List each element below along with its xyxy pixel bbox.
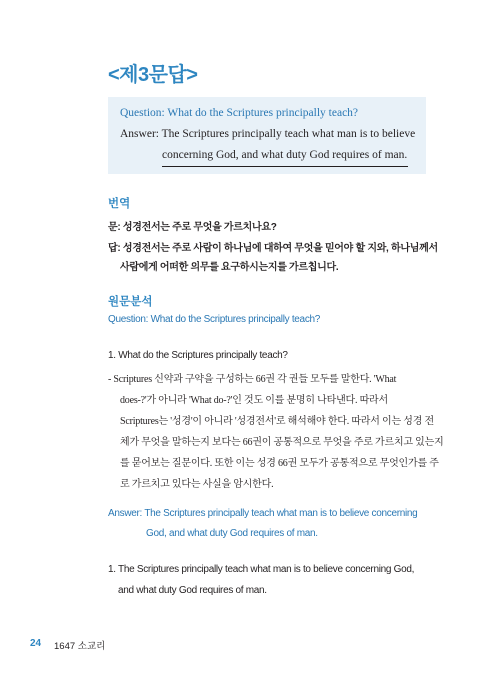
section-heading: <제3문답> bbox=[108, 64, 198, 86]
translation-title: 번역 bbox=[108, 198, 131, 210]
page-number: 24 bbox=[30, 638, 42, 649]
paragraph-line: 체가 무엇을 말하는지 보다는 66권이 공통적으로 무엇을 주로 가르치고 있는지 bbox=[120, 437, 444, 448]
paragraph-line: does-?'가 아니라 'What do-?'인 것도 이를 분명히 나타낸다. 따라서 bbox=[120, 395, 388, 406]
analysis-answer-line-1: Answer: The Scriptures principally teach what man is to believe concerning bbox=[108, 508, 418, 519]
analysis-question: Question: What do the Scriptures principally teach? bbox=[108, 314, 321, 325]
translation-question: 문: 성경전서는 주로 무엇을 가르치나요? bbox=[108, 222, 277, 233]
book-title: 1647 소교리 bbox=[54, 641, 106, 652]
translation-answer-line-2: 사람에게 어떠한 의무를 요구하시는지를 가르칩니다. bbox=[120, 262, 339, 273]
item-2-line-2: and what duty God requires of man. bbox=[118, 585, 267, 596]
paragraph-line: Scriptures는 '성경'이 아니라 '성경전서'로 해석해야 한다. 따라서 이는 성경 전 bbox=[120, 416, 434, 427]
analysis-answer-line-2: God, and what duty God requires of man. bbox=[146, 528, 318, 539]
translation-answer-line-1: 답: 성경전서는 주로 사람이 하나님에 대하여 무엇을 믿어야 할 지와, 하나님께서 bbox=[108, 243, 438, 254]
analysis-title: 원문분석 bbox=[108, 296, 153, 308]
paragraph-line: 로 가르치고 있다는 사실을 암시한다. bbox=[120, 479, 274, 490]
answer-underline bbox=[162, 166, 408, 167]
paragraph-line: - Scriptures 신약과 구약을 구성하는 66권 각 권들 모두를 말한다. 'What bbox=[108, 374, 397, 385]
box-answer-line-2: concerning God, and what duty God requires of man. bbox=[162, 149, 408, 161]
paragraph-line: 를 묻어보는 질문이다. 또한 이는 성경 66권 모두가 공통적으로 무엇인가를 주 bbox=[120, 458, 439, 469]
box-answer-line-1: Answer: The Scriptures principally teach what man is to believe bbox=[120, 128, 416, 140]
item-2-line-1: 1. The Scriptures principally teach what man is to believe concerning God, bbox=[108, 564, 415, 575]
item-1-title: 1. What do the Scriptures principally teach? bbox=[108, 350, 288, 361]
box-question: Question: What do the Scriptures principally teach? bbox=[120, 107, 359, 119]
